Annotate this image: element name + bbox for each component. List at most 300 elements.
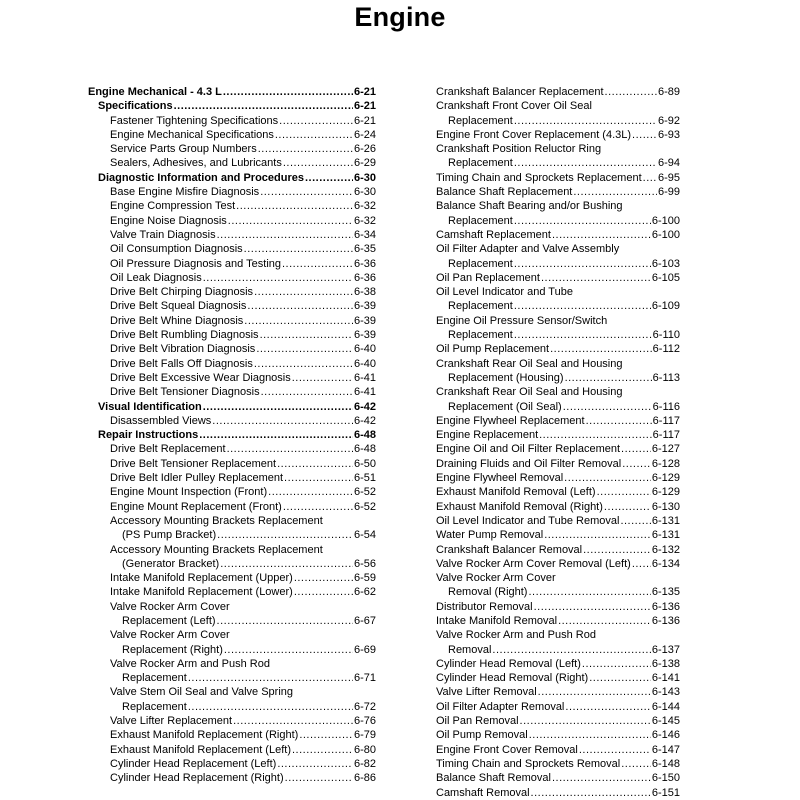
toc-entry-label: Drive Belt Excessive Wear Diagnosis xyxy=(110,371,291,384)
dot-leader xyxy=(552,228,651,242)
toc-page-number: 6-136 xyxy=(651,614,680,627)
toc-entry[interactable] xyxy=(88,571,376,585)
toc-page-number: 6-110 xyxy=(652,329,680,342)
toc-entry[interactable] xyxy=(436,543,680,557)
dot-leader xyxy=(188,700,353,714)
toc-page-number: 6-24 xyxy=(353,128,376,141)
dot-leader xyxy=(258,142,353,156)
toc-entry[interactable] xyxy=(436,428,680,442)
toc-entry-label: Oil Pump Replacement xyxy=(436,343,550,356)
dot-leader xyxy=(632,128,657,142)
toc-entry-label: Engine Flywheel Replacement xyxy=(436,414,585,427)
toc-page-number: 6-36 xyxy=(353,257,376,270)
dot-leader xyxy=(236,199,353,213)
toc-page-number: 6-56 xyxy=(353,557,376,570)
toc-page-number: 6-40 xyxy=(353,357,376,370)
toc-entry[interactable] xyxy=(88,171,376,185)
toc-entry-label: Water Pump Removal xyxy=(436,529,544,542)
toc-entry-label-first-line: Valve Rocker Arm Cover xyxy=(110,629,230,642)
dot-leader xyxy=(529,728,651,742)
toc-page-number: 6-147 xyxy=(651,743,680,756)
toc-entry[interactable] xyxy=(436,114,680,128)
toc-entry-label: Replacement (Housing) xyxy=(448,371,564,384)
toc-page-number: 6-36 xyxy=(353,271,376,284)
toc-entry[interactable] xyxy=(436,156,680,170)
toc-entry-multiline[interactable] xyxy=(436,285,680,314)
toc-entry-label: Removal xyxy=(448,643,492,656)
toc-entry-label: Replacement xyxy=(448,300,513,313)
toc-entry-label: Valve Rocker Arm Cover Removal (Left) xyxy=(436,557,631,570)
toc-entry-label: Cylinder Head Removal (Left) xyxy=(436,657,581,670)
toc-entry[interactable] xyxy=(88,328,376,342)
toc-entry[interactable] xyxy=(436,185,680,199)
toc-page-number: 6-93 xyxy=(657,128,680,141)
toc-entry[interactable] xyxy=(88,357,376,371)
toc-entry[interactable] xyxy=(436,271,680,285)
toc-entry-multiline[interactable] xyxy=(88,628,376,657)
toc-entry-label-first-line: Engine Oil Pressure Sensor/Switch xyxy=(436,314,608,327)
toc-entry[interactable] xyxy=(436,171,680,185)
toc-entry[interactable] xyxy=(88,400,376,414)
toc-entry[interactable] xyxy=(88,714,376,728)
dot-leader xyxy=(254,357,353,371)
toc-entry[interactable] xyxy=(436,585,680,599)
dot-leader xyxy=(586,414,652,428)
toc-entry-multiline[interactable] xyxy=(88,600,376,629)
toc-page-number: 6-151 xyxy=(651,786,680,799)
dot-leader xyxy=(604,500,651,514)
toc-entry[interactable] xyxy=(88,142,376,156)
toc-entry-label-first-line: Crankshaft Position Reluctor Ring xyxy=(436,143,602,156)
toc-entry[interactable] xyxy=(436,85,680,99)
toc-entry[interactable] xyxy=(436,228,680,242)
toc-page-number: 6-128 xyxy=(651,457,680,470)
toc-entry-multiline[interactable] xyxy=(436,357,680,386)
toc-entry-label: Drive Belt Tensioner Replacement xyxy=(110,457,277,470)
toc-entry-multiline[interactable] xyxy=(436,628,680,657)
toc-entry-label-first-line: Crankshaft Rear Oil Seal and Housing xyxy=(436,357,623,370)
toc-page-number: 6-52 xyxy=(353,486,376,499)
dot-leader xyxy=(589,671,651,685)
toc-page-number: 6-76 xyxy=(353,715,376,728)
toc-entry-label: Replacement xyxy=(448,157,513,170)
dot-leader xyxy=(199,428,353,442)
toc-entry-label: Engine Mechanical Specifications xyxy=(110,128,274,141)
toc-entry[interactable] xyxy=(88,114,376,128)
dot-leader xyxy=(621,757,651,771)
dot-leader xyxy=(279,114,353,128)
dot-leader xyxy=(550,342,652,356)
dot-leader xyxy=(528,585,650,599)
toc-entry[interactable] xyxy=(436,371,680,385)
dot-leader xyxy=(514,214,651,228)
toc-page-number: 6-38 xyxy=(353,286,376,299)
toc-entry[interactable] xyxy=(436,414,680,428)
toc-entry[interactable] xyxy=(436,328,680,342)
dot-leader xyxy=(284,471,353,485)
toc-entry[interactable] xyxy=(436,728,680,742)
toc-entry[interactable] xyxy=(88,414,376,428)
toc-entry-label: Cylinder Head Replacement (Left) xyxy=(110,757,277,770)
dot-leader xyxy=(260,328,353,342)
toc-entry[interactable] xyxy=(88,428,376,442)
toc-entry-label: Exhaust Manifold Removal (Left) xyxy=(436,486,596,499)
toc-entry-multiline[interactable] xyxy=(88,514,376,543)
dot-leader xyxy=(227,442,353,456)
toc-page-number: 6-30 xyxy=(353,186,376,199)
toc-entry[interactable] xyxy=(88,156,376,170)
toc-page-number: 6-35 xyxy=(353,243,376,256)
dot-leader xyxy=(520,714,651,728)
toc-page-number: 6-51 xyxy=(353,472,376,485)
dot-leader xyxy=(277,457,353,471)
toc-page-number: 6-42 xyxy=(353,400,376,413)
toc-entry[interactable] xyxy=(88,442,376,456)
toc-entry-label: Replacement (Oil Seal) xyxy=(448,400,562,413)
toc-entry[interactable] xyxy=(88,85,376,99)
toc-entry-label: Base Engine Misfire Diagnosis xyxy=(110,186,260,199)
toc-entry-label: Engine Replacement xyxy=(436,429,539,442)
toc-page-number: 6-39 xyxy=(353,329,376,342)
toc-entry[interactable] xyxy=(88,242,376,256)
toc-page-number: 6-50 xyxy=(353,457,376,470)
toc-entry-label-first-line: Accessory Mounting Brackets Replacement xyxy=(110,543,323,556)
toc-entry[interactable] xyxy=(88,743,376,757)
toc-entry-label: Distributor Removal xyxy=(436,600,533,613)
toc-entry-multiline[interactable] xyxy=(88,685,376,714)
toc-column-left xyxy=(88,85,376,786)
toc-entry-label: Fastener Tightening Specifications xyxy=(110,114,279,127)
dot-leader xyxy=(268,485,353,499)
dot-leader xyxy=(605,85,657,99)
toc-entry-label: Oil Pressure Diagnosis and Testing xyxy=(110,257,281,270)
toc-entry[interactable] xyxy=(88,457,376,471)
dot-leader xyxy=(233,714,353,728)
toc-entry-label-first-line: Valve Rocker Arm Cover xyxy=(110,600,230,613)
toc-page-number: 6-34 xyxy=(353,228,376,241)
toc-entry[interactable] xyxy=(436,614,680,628)
toc-entry-label-first-line: Accessory Mounting Brackets Replacement xyxy=(110,514,323,527)
toc-entry[interactable] xyxy=(436,400,680,414)
toc-page-number: 6-99 xyxy=(657,186,680,199)
toc-entry-label-first-line: Oil Filter Adapter and Valve Assembly xyxy=(436,243,620,256)
toc-entry-label: Engine Oil and Oil Filter Replacement xyxy=(436,443,621,456)
toc-entry-label: Engine Front Cover Replacement (4.3L) xyxy=(436,128,632,141)
toc-entry[interactable] xyxy=(88,257,376,271)
toc-entry[interactable] xyxy=(436,299,680,313)
toc-entry-label: Replacement xyxy=(122,700,187,713)
toc-entry-label: Engine Noise Diagnosis xyxy=(110,214,227,227)
toc-entry-label: Repair Instructions xyxy=(98,429,199,442)
toc-entry-label: (PS Pump Bracket) xyxy=(122,529,217,542)
dot-leader xyxy=(514,257,651,271)
toc-page-number: 6-150 xyxy=(651,772,680,785)
dot-leader xyxy=(565,371,652,385)
toc-entry[interactable] xyxy=(436,600,680,614)
toc-entry-label: Drive Belt Tensioner Diagnosis xyxy=(110,386,260,399)
toc-page-number: 6-21 xyxy=(353,86,376,98)
toc-column-right xyxy=(436,85,680,800)
toc-page-number: 6-138 xyxy=(651,657,680,670)
toc-entry[interactable] xyxy=(88,771,376,785)
toc-entry[interactable] xyxy=(88,471,376,485)
toc-page-number: 6-48 xyxy=(353,429,376,442)
dot-leader xyxy=(514,114,657,128)
toc-entry-label: Sealers, Adhesives, and Lubricants xyxy=(110,157,282,170)
toc-entry[interactable] xyxy=(436,657,680,671)
toc-entry-label-first-line: Valve Rocker Arm Cover xyxy=(436,572,556,585)
toc-entry-label: Oil Pan Replacement xyxy=(436,271,540,284)
toc-entry[interactable] xyxy=(436,557,680,571)
toc-entry[interactable] xyxy=(436,771,680,785)
toc-entry[interactable] xyxy=(88,585,376,599)
toc-entry[interactable] xyxy=(88,199,376,213)
toc-entry-label: Balance Shaft Removal xyxy=(436,772,551,785)
dot-leader xyxy=(228,214,353,228)
toc-entry[interactable] xyxy=(110,643,376,657)
toc-page-number: 6-131 xyxy=(651,514,680,527)
toc-entry[interactable] xyxy=(436,514,680,528)
dot-leader xyxy=(282,257,353,271)
toc-entry-label: Drive Belt Squeal Diagnosis xyxy=(110,300,247,313)
toc-page-number: 6-79 xyxy=(353,729,376,742)
toc-entry-label-first-line: Crankshaft Front Cover Oil Seal xyxy=(436,100,592,113)
dot-leader xyxy=(492,643,650,657)
toc-page-number: 6-143 xyxy=(651,686,680,699)
toc-entry[interactable] xyxy=(436,457,680,471)
toc-entry[interactable] xyxy=(436,500,680,514)
toc-entry[interactable] xyxy=(88,214,376,228)
dot-leader xyxy=(573,185,657,199)
toc-page-number: 6-52 xyxy=(353,500,376,513)
toc-page-number: 6-146 xyxy=(651,729,680,742)
toc-entry-label: Oil Level Indicator and Tube Removal xyxy=(436,514,620,527)
toc-entry-multiline[interactable] xyxy=(436,571,680,600)
toc-entry-label: Exhaust Manifold Replacement (Left) xyxy=(110,743,291,756)
page-title: Engine xyxy=(354,2,446,32)
toc-page-number: 6-116 xyxy=(652,400,680,413)
dot-leader xyxy=(552,771,651,785)
dot-leader xyxy=(299,728,353,742)
toc-entry-label: Intake Manifold Removal xyxy=(436,614,558,627)
toc-entry-label-first-line: Balance Shaft Bearing and/or Bushing xyxy=(436,200,623,213)
dot-leader xyxy=(294,571,353,585)
dot-leader xyxy=(564,471,651,485)
toc-entry[interactable] xyxy=(88,757,376,771)
toc-page-number: 6-144 xyxy=(651,700,680,713)
dot-leader xyxy=(620,514,650,528)
toc-page-number: 6-21 xyxy=(353,114,376,127)
toc-entry[interactable] xyxy=(436,214,680,228)
toc-entry[interactable] xyxy=(88,342,376,356)
toc-entry-label: Oil Leak Diagnosis xyxy=(110,271,202,284)
toc-page-number: 6-131 xyxy=(651,529,680,542)
toc-page-number: 6-54 xyxy=(353,529,376,542)
dot-leader xyxy=(292,371,353,385)
toc-entry-multiline[interactable] xyxy=(88,657,376,686)
toc-page-number: 6-127 xyxy=(651,443,680,456)
toc-page-number: 6-59 xyxy=(353,572,376,585)
toc-page-number: 6-39 xyxy=(353,300,376,313)
toc-entry-multiline[interactable] xyxy=(436,314,680,343)
toc-entry[interactable] xyxy=(88,285,376,299)
toc-entry-label: Disassembled Views xyxy=(110,414,212,427)
toc-entry-multiline[interactable] xyxy=(436,99,680,128)
toc-entry[interactable] xyxy=(436,671,680,685)
toc-entry-label: Exhaust Manifold Removal (Right) xyxy=(436,500,603,513)
toc-entry[interactable] xyxy=(436,685,680,699)
toc-page-number: 6-26 xyxy=(353,143,376,156)
toc-entry-label: Exhaust Manifold Replacement (Right) xyxy=(110,729,299,742)
toc-entry[interactable] xyxy=(110,528,376,542)
toc-entry[interactable] xyxy=(110,671,376,685)
dot-leader xyxy=(294,585,353,599)
toc-entry[interactable] xyxy=(436,714,680,728)
toc-entry[interactable] xyxy=(88,485,376,499)
dot-leader xyxy=(256,342,353,356)
toc-entry[interactable] xyxy=(110,614,376,628)
dot-leader xyxy=(217,528,353,542)
dot-leader xyxy=(643,171,657,185)
dot-leader xyxy=(260,185,353,199)
toc-entry[interactable] xyxy=(88,728,376,742)
toc-entry-label: Draining Fluids and Oil Filter Removal xyxy=(436,457,622,470)
dot-leader xyxy=(261,385,353,399)
toc-entry-label: Engine Flywheel Removal xyxy=(436,472,564,485)
toc-entry-label: Valve Train Diagnosis xyxy=(110,228,216,241)
toc-entry[interactable] xyxy=(88,500,376,514)
toc-entry[interactable] xyxy=(436,485,680,499)
toc-entry-label: Replacement xyxy=(448,257,513,270)
toc-entry-label-first-line: Valve Stem Oil Seal and Valve Spring xyxy=(110,686,294,699)
toc-entry-label: Cylinder Head Replacement (Right) xyxy=(110,772,284,785)
toc-entry[interactable] xyxy=(436,471,680,485)
toc-entry[interactable] xyxy=(88,99,376,113)
toc-page-number: 6-129 xyxy=(651,486,680,499)
toc-entry[interactable] xyxy=(88,185,376,199)
toc-entry[interactable] xyxy=(436,700,680,714)
toc-entry-label: Balance Shaft Replacement xyxy=(436,186,573,199)
toc-page-number: 6-92 xyxy=(657,114,680,127)
dot-leader xyxy=(223,85,353,99)
toc-entry-label: Replacement xyxy=(448,329,513,342)
dot-leader xyxy=(621,442,651,456)
toc-page-number: 6-29 xyxy=(353,157,376,170)
toc-entry-label: Engine Compression Test xyxy=(110,200,236,213)
toc-entry-label-first-line: Crankshaft Rear Oil Seal and Housing xyxy=(436,386,623,399)
dot-leader xyxy=(541,271,651,285)
toc-entry-label: Drive Belt Chirping Diagnosis xyxy=(110,286,254,299)
dot-leader xyxy=(188,671,353,685)
dot-leader xyxy=(275,128,353,142)
toc-entry[interactable] xyxy=(436,786,680,800)
toc-entry[interactable] xyxy=(88,271,376,285)
toc-entry-multiline[interactable] xyxy=(436,142,680,171)
toc-entry[interactable] xyxy=(436,128,680,142)
toc-page-number: 6-67 xyxy=(353,614,376,627)
dot-leader xyxy=(538,685,651,699)
dot-leader xyxy=(283,500,353,514)
toc-entry[interactable] xyxy=(436,257,680,271)
toc-page-number: 6-80 xyxy=(353,743,376,756)
toc-entry[interactable] xyxy=(110,557,376,571)
toc-page-number: 6-40 xyxy=(353,343,376,356)
toc-entry-multiline[interactable] xyxy=(88,543,376,572)
dot-leader xyxy=(558,614,651,628)
toc-entry[interactable] xyxy=(88,299,376,313)
toc-entry-label: Engine Front Cover Removal xyxy=(436,743,578,756)
toc-entry-multiline[interactable] xyxy=(436,199,680,228)
dot-leader xyxy=(203,400,353,414)
toc-entry-label: Valve Lifter Removal xyxy=(436,686,537,699)
toc-page-number: 6-41 xyxy=(353,371,376,384)
toc-entry[interactable] xyxy=(88,228,376,242)
dot-leader xyxy=(244,314,353,328)
toc-entry[interactable] xyxy=(88,314,376,328)
toc-page-number: 6-103 xyxy=(651,257,680,270)
toc-page-number: 6-130 xyxy=(651,500,680,513)
toc-entry[interactable] xyxy=(88,385,376,399)
toc-entry-label: Service Parts Group Numbers xyxy=(110,143,257,156)
toc-page-number: 6-109 xyxy=(651,300,680,313)
toc-page-number: 6-42 xyxy=(353,414,376,427)
toc-page-number: 6-72 xyxy=(353,700,376,713)
dot-leader xyxy=(514,299,651,313)
toc-entry-label: Drive Belt Rumbling Diagnosis xyxy=(110,329,259,342)
toc-page-number: 6-32 xyxy=(353,214,376,227)
toc-entry-label: Drive Belt Replacement xyxy=(110,443,226,456)
dot-leader xyxy=(224,643,353,657)
toc-page-number: 6-100 xyxy=(651,228,680,241)
toc-entry-label: Engine Mount Inspection (Front) xyxy=(110,486,268,499)
toc-entry-label: Drive Belt Falls Off Diagnosis xyxy=(110,357,253,370)
toc-entry-label: Drive Belt Whine Diagnosis xyxy=(110,314,244,327)
toc-entry-label: Engine Mechanical - 4.3 L xyxy=(88,86,222,98)
dot-leader xyxy=(247,299,353,313)
dot-leader xyxy=(565,700,650,714)
toc-page-number: 6-39 xyxy=(353,314,376,327)
toc-entry[interactable] xyxy=(110,700,376,714)
toc-entry-label-first-line: Oil Level Indicator and Tube xyxy=(436,286,573,299)
toc-page-number: 6-32 xyxy=(353,200,376,213)
dot-leader xyxy=(582,657,651,671)
toc-entry-label: Cylinder Head Removal (Right) xyxy=(436,672,589,685)
toc-page-number: 6-48 xyxy=(353,443,376,456)
dot-leader xyxy=(531,786,651,800)
toc-entry-label: Replacement (Right) xyxy=(122,643,223,656)
toc-entry[interactable] xyxy=(436,743,680,757)
dot-leader xyxy=(534,600,651,614)
toc-entry[interactable] xyxy=(88,128,376,142)
toc-entry[interactable] xyxy=(436,442,680,456)
toc-entry-label: Crankshaft Balancer Removal xyxy=(436,543,583,556)
toc-entry[interactable] xyxy=(436,643,680,657)
toc-entry-multiline[interactable] xyxy=(436,242,680,271)
toc-entry[interactable] xyxy=(88,371,376,385)
toc-entry[interactable] xyxy=(436,528,680,542)
toc-entry-multiline[interactable] xyxy=(436,385,680,414)
toc-entry-label: Replacement xyxy=(448,214,513,227)
toc-entry-label: Replacement (Left) xyxy=(122,614,216,627)
toc-page-number: 6-112 xyxy=(652,343,680,356)
toc-page-number: 6-113 xyxy=(652,371,680,384)
toc-entry[interactable] xyxy=(436,342,680,356)
toc-entry-label: Diagnostic Information and Procedures xyxy=(98,171,304,184)
toc-entry[interactable] xyxy=(436,757,680,771)
dot-leader xyxy=(622,457,651,471)
toc-entry-label: Intake Manifold Replacement (Lower) xyxy=(110,586,293,599)
toc-page-number: 6-82 xyxy=(353,757,376,770)
